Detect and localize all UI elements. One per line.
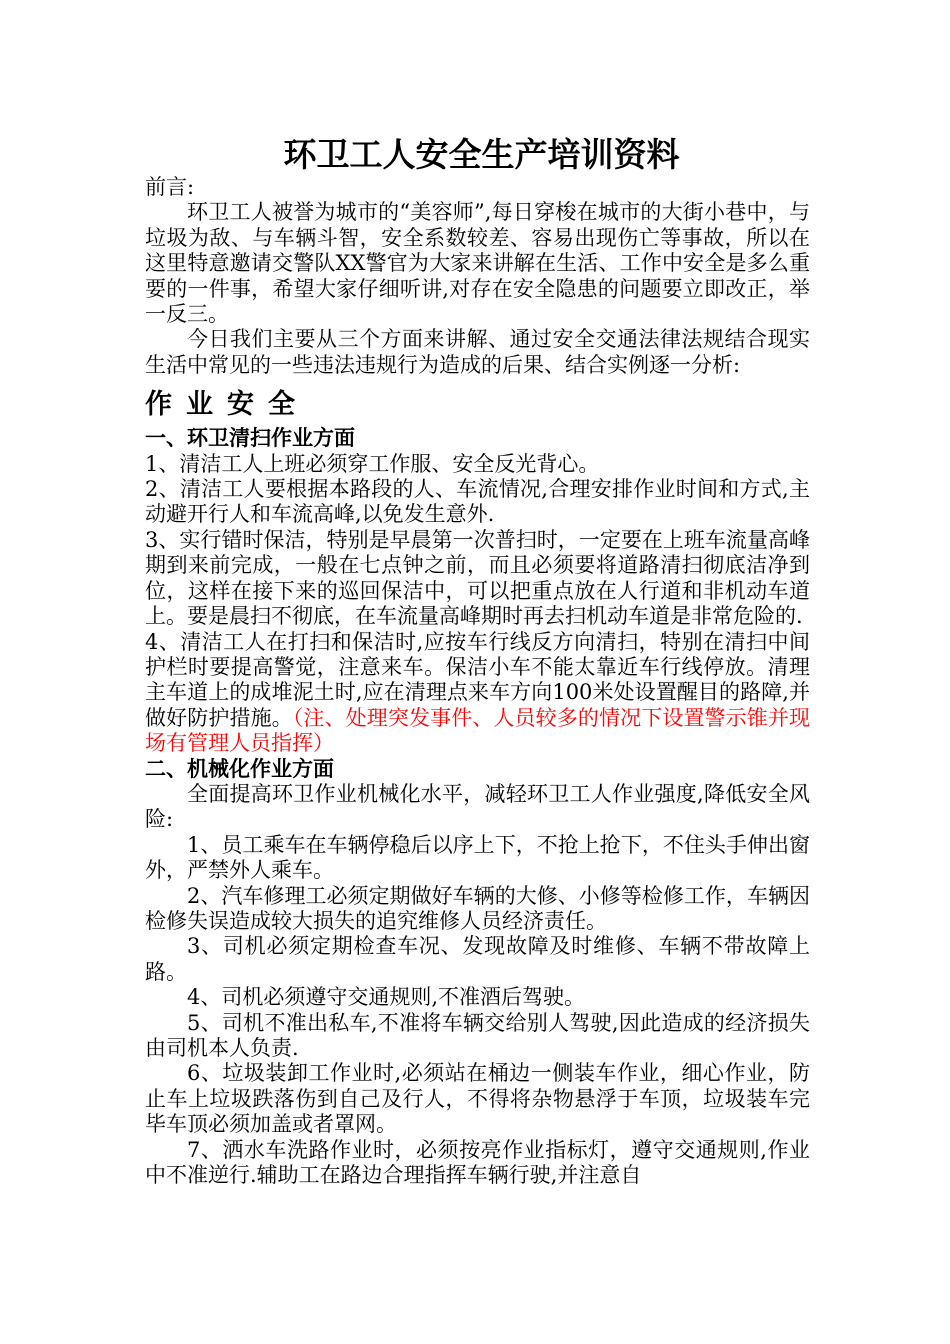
section-2-item-2: 2、汽车修理工必须定期做好车辆的大修、小修等检修工作，车辆因检修失误造成较大损失的追究维修人员经济责任。: [145, 883, 810, 933]
preface-paragraph-2: 今日我们主要从三个方面来讲解、通过安全交通法律法规结合现实生活中常见的一些违法违规行为造成的后果、结合实例逐一分析:: [145, 327, 810, 377]
section-1-item-4: [145, 630, 810, 757]
section-1-title: 一、环卫清扫作业方面: [145, 426, 355, 451]
document-title: 环卫工人安全生产培训资料: [283, 135, 680, 174]
section-1-item-3: 3、实行错时保洁，特别是早晨第一次普扫时，一定要在上班车流量高峰期到来前完成，一般在七点钟之前，而且必须要将道路清扫彻底洁净到位，这样在接下来的巡回保洁中，可以把重点放在人行道和非机动车道上。要是晨扫不彻底，在车流量高峰期时再去扫机动车道是非常危险的.: [145, 527, 810, 629]
section-1-item-4-text: 4、清洁工人在打扫和保洁时,应按车行线反方向清扫，特别在清扫中间护栏时要提高警觉，注意来车。保洁小车不能太靠近车行线停放。清理主车道上的成堆泥土时,应在清理点来车方向100米处设置醒目的路障,并做好防护措施。: [145, 629, 810, 730]
section-2-title: 二、机械化作业方面: [145, 756, 334, 781]
section-1-item-4-note: （注、处理突发事件、人员较多的情况下设置警示锥并现场有管理人员指挥）: [145, 705, 811, 756]
preface-paragraph-1: 环卫工人被誉为城市的“美容师”,每日穿梭在城市的大街小巷中，与垃圾为敌、与车辆斗智，安全系数较差、容易出现伤亡等事故，所以在这里特意邀请交警队XX警官为大家来讲解在生活、工作中安全是多么重要的一件事，希望大家仔细听讲,对存在安全隐患的问题要立即改正，举一反三。: [145, 200, 810, 327]
section-2-item-3: 3、司机必须定期检查车况、发现故障及时维修、车辆不带故障上路。: [145, 934, 810, 984]
section-2-item-4: 4、司机必须遵守交通规则,不准酒后驾驶。: [187, 985, 586, 1010]
document-body: [145, 135, 810, 1188]
section-2-intro: 全面提高环卫作业机械化水平，减轻环卫工人作业强度,降低安全风险:: [145, 781, 810, 832]
section-2-item-5: 5、司机不准出私车,不准将车辆交给别人驾驶,因此造成的经济损失由司机本人负责.: [145, 1010, 810, 1060]
section-1-item-1: 1、清洁工人上班必须穿工作服、安全反光背心。: [145, 451, 600, 476]
preface-label: 前言:: [145, 175, 195, 199]
section-2-item-7: 7、洒水车洗路作业时，必须按亮作业指标灯，遵守交通规则,作业中不准逆行.辅助工在路边合理指挥车辆行驶,并注意自: [145, 1137, 810, 1188]
heading-work-safety: 作业安全: [145, 389, 309, 421]
section-1-item-2: 2、清洁工人要根据本路段的人、车流情况,合理安排作业时间和方式,主动避开行人和车流高峰,以免发生意外.: [145, 477, 810, 527]
section-2-item-6: 6、垃圾装卸工作业时,必须站在桶边一侧装车作业，细心作业，防止车上垃圾跌落伤到自己及行人，不得将杂物悬浮于车顶，垃圾装车完毕车顶必须加盖或者罩网。: [145, 1061, 810, 1137]
section-2-item-1: 1、员工乘车在车辆停稳后以序上下，不抢上抢下，不住头手伸出窗外，严禁外人乘车。: [145, 832, 810, 883]
